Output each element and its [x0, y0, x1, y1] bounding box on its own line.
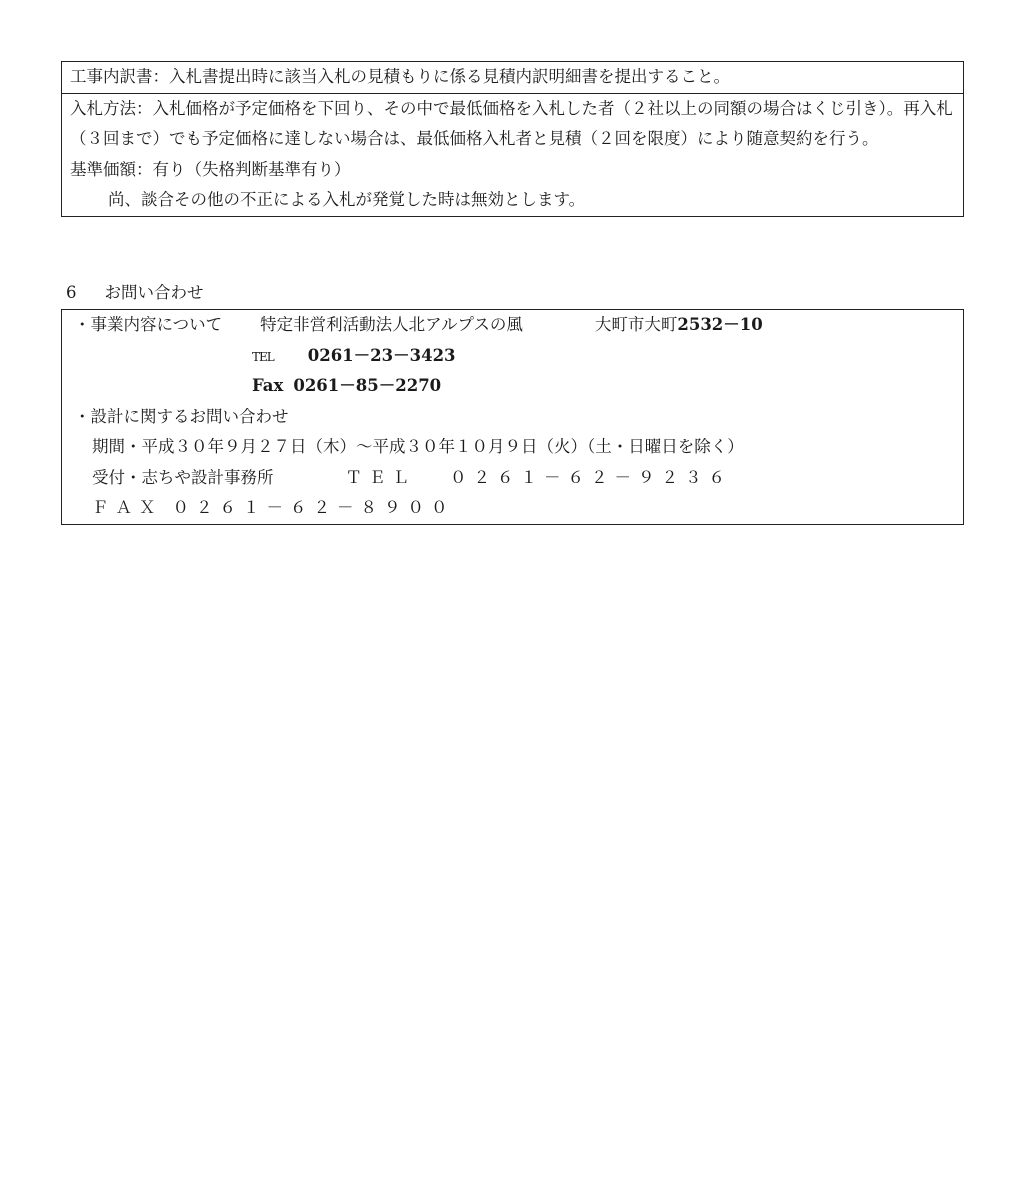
design-period-line — [74, 432, 951, 463]
breakdown-row — [62, 62, 963, 94]
business-org: 特定非営利活動法人北アルプスの風 — [260, 315, 523, 334]
inquiry-heading — [66, 279, 204, 307]
bid-conditions-box — [61, 61, 964, 217]
design-office: 受付・志ちや設計事務所 — [92, 467, 274, 487]
method-row — [62, 94, 963, 216]
business-address-city: 大町市大町 — [594, 315, 678, 334]
business-address-number: 2532－10 — [677, 315, 763, 334]
design-tel-label: ＴＥＬ — [345, 467, 416, 487]
design-period: 期間・平成３０年９月２７日（木）～平成３０年１０月９日（火）（土・日曜日を除く） — [92, 437, 744, 456]
business-tel-line — [74, 341, 951, 372]
business-fax-line — [74, 371, 951, 402]
design-fax-line — [74, 493, 951, 524]
design-label: ・設計に関するお問い合わせ — [74, 406, 289, 426]
method-text: 入札方法：入札価格が予定価格を下回り、その中で最低価格を入札した者（２社以上の同額の場合はくじ引き）。再入札（３回まで）でも予定価格に達しない場合は、最低価格入札者と見積（２回を限度）により随意契約を行う。 — [70, 98, 953, 148]
design-label-line — [74, 402, 951, 433]
breakdown-text: 工事内訳書：入札書提出時に該当入札の見積もりに係る見積内訳明細書を提出すること。 — [70, 67, 730, 86]
design-tel: ０２６１－６２－９２３６ — [450, 467, 732, 487]
design-fax-label: ＦＡＸ — [92, 498, 163, 517]
invalid-note-text: 尚、談合その他の不正による入札が発覚した時は無効とします。 — [108, 190, 586, 209]
business-fax-label: Fax — [252, 376, 284, 395]
inquiry-heading-number: 6 — [66, 283, 77, 302]
base-price-text: 基準価額：有り（失格判断基準有り） — [70, 159, 351, 179]
business-tel-label: TEL — [252, 349, 274, 364]
business-fax: 0261－85－2270 — [293, 376, 442, 395]
design-fax: ０２６１－６２－８９００ — [172, 498, 455, 517]
inquiry-box — [61, 309, 964, 525]
design-office-line — [74, 463, 951, 494]
business-label: ・事業内容について — [74, 315, 223, 334]
business-tel: 0261－23－3423 — [307, 345, 456, 365]
inquiry-content — [62, 310, 963, 524]
inquiry-heading-label: お問い合わせ — [104, 283, 204, 302]
business-line — [74, 310, 951, 341]
